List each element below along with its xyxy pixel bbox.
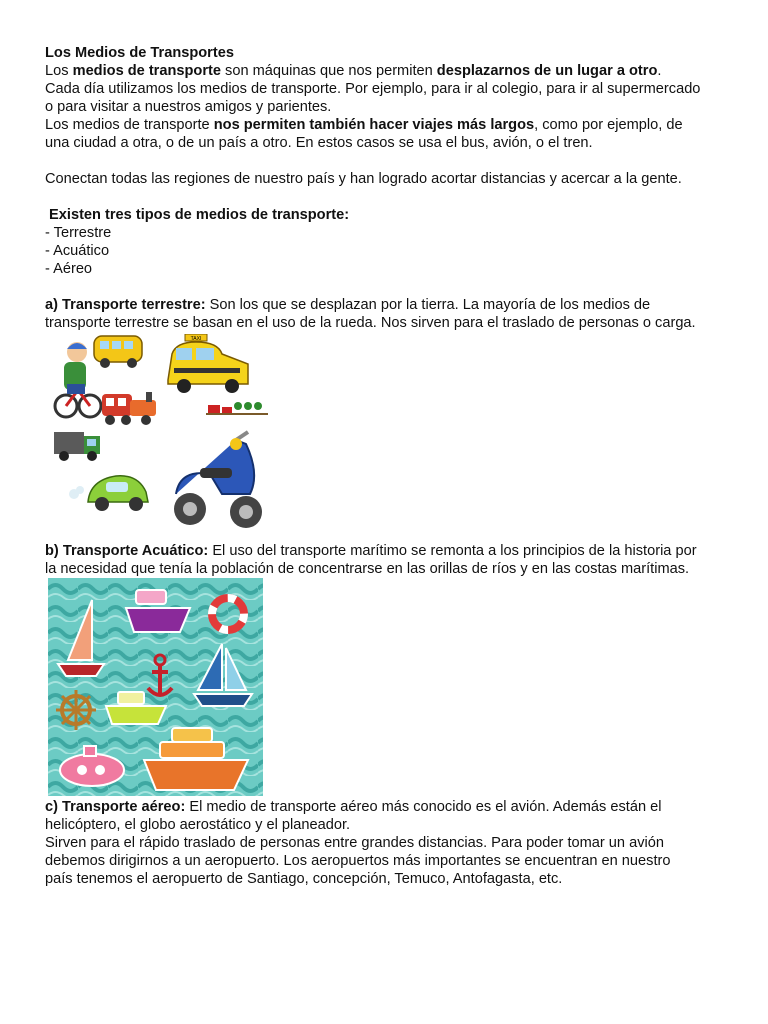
- dump-truck-icon: [54, 432, 100, 461]
- intro-line-3: o para visitar a nuestros amigos y parientes.: [45, 99, 332, 115]
- green-car-icon: [69, 476, 148, 511]
- aereo-section-text: [45, 798, 735, 888]
- aereo-line-1: c) Transporte aéreo: El medio de transporte aéreo más conocido es el avión. Además están el: [45, 799, 662, 815]
- type-item-acuatico: - Acuático: [45, 243, 110, 259]
- toy-train-icon: [102, 392, 156, 425]
- aereo-line-2: helicóptero, el globo aerostático y el planeador.: [45, 817, 351, 833]
- water-transport-illustration: [48, 578, 263, 796]
- type-item-aereo: - Aéreo: [45, 261, 93, 277]
- intro-line-1: Los medios de transporte son máquinas que nos permiten desplazarnos de un lugar a otro.: [45, 63, 662, 79]
- scooter-icon: [174, 432, 262, 528]
- page-title: Los Medios de Transportes: [45, 45, 234, 61]
- acuatico-section-text: [45, 542, 735, 578]
- acuatico-line-2: la necesidad que tenía la población de concentrarse en las orillas de ríos y en las costas marítimas.: [45, 561, 690, 577]
- aereo-line-3: Sirven para el rápido traslado de personas entre grandes distancias. Para poder tomar un avión: [45, 835, 664, 851]
- type-item-terrestre: - Terrestre: [45, 225, 112, 241]
- taxi-icon: [168, 334, 248, 393]
- intro-line-4: Los medios de transporte nos permiten también hacer viajes más largos, como por ejemplo, de: [45, 117, 683, 133]
- aereo-line-5: país tenemos el aeropuerto de Santiago, concepción, Temuco, Antofagasta, etc.: [45, 871, 563, 887]
- land-transport-illustration: [50, 334, 275, 534]
- ship-wheel-icon: [56, 690, 96, 730]
- intro-line-2: Cada día utilizamos los medios de transporte. Por ejemplo, para ir al colegio, para ir al supermercado: [45, 81, 701, 97]
- aereo-line-4: debemos dirigirnos a un aeropuerto. Los aeropuertos más importantes se encuentran en nuestro: [45, 853, 671, 869]
- terrestre-line-1: a) Transporte terrestre: Son los que se desplazan por la tierra. La mayoría de los medios de: [45, 297, 651, 313]
- school-bus-icon: [94, 336, 142, 368]
- intro-line-5: una ciudad a otra, o de un país a otro. En estos casos se usa el bus, avión, o el tren.: [45, 135, 593, 151]
- types-heading: Existen tres tipos de medios de transporte:: [45, 207, 350, 223]
- terrestre-line-2: transporte terrestre se basan en el uso de la rueda. Nos sirven para el traslado de personas o carga.: [45, 315, 696, 331]
- connect-paragraph: Conectan todas las regiones de nuestro país y han logrado acortar distancias y acercar a la gente.: [45, 171, 682, 187]
- svg-text:TAXI: TAXI: [190, 336, 202, 342]
- acuatico-line-1: b) Transporte Acuático: El uso del transporte marítimo se remonta a los principios de la historia por: [45, 543, 697, 559]
- small-train-icon: [206, 402, 268, 415]
- document-body: [45, 44, 735, 332]
